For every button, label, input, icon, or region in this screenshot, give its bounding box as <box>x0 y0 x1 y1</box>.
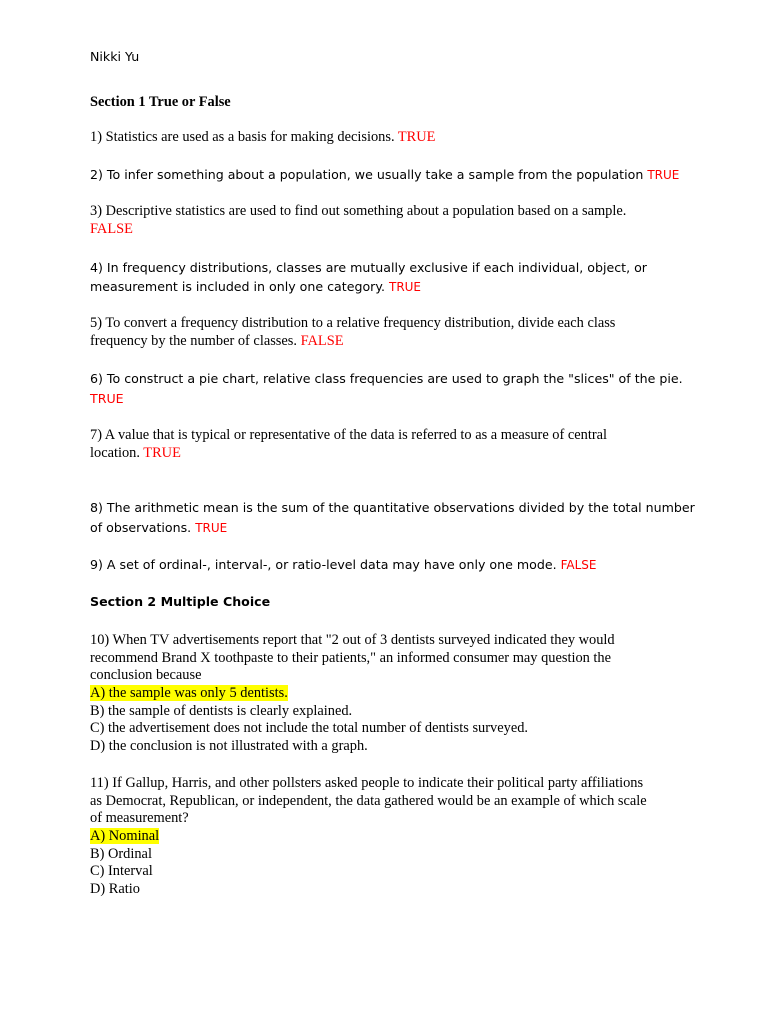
question-9-text: 9) A set of ordinal-, interval-, or ratio-level data may have only one mode. <box>90 557 561 572</box>
author-name: Nikki Yu <box>90 49 140 64</box>
question-7-line-2 <box>90 445 181 463</box>
question-11-option-a-highlight: A) Nominal <box>90 828 160 844</box>
question-11-option-d: D) Ratio <box>90 881 140 897</box>
question-11-option-a <box>90 828 159 846</box>
question-11-option-c: C) Interval <box>90 863 153 879</box>
question-10-line-1: 10) When TV advertisements report that "2 out of 3 dentists surveyed indicated they would <box>90 632 615 648</box>
question-9 <box>90 556 596 574</box>
question-8-line-2-text: of observations. <box>90 520 196 535</box>
question-7-answer: TRUE <box>143 445 181 461</box>
question-2-answer: TRUE <box>647 168 680 182</box>
question-7-line-1: 7) A value that is typical or representative of the data is referred to as a measure of central <box>90 427 608 443</box>
question-3-text: 3) Descriptive statistics are used to find out something about a population based on a sample. <box>90 203 627 219</box>
question-11-option-b: B) Ordinal <box>90 846 152 862</box>
question-10-line-2: recommend Brand X toothpaste to their patients," an informed consumer may question the <box>90 650 612 666</box>
section-1-title: Section 1 True or False <box>90 94 231 110</box>
question-11-line-1: 11) If Gallup, Harris, and other pollsters asked people to indicate their political party affiliations <box>90 775 644 791</box>
question-1-text: 1) Statistics are used as a basis for making decisions. <box>90 129 398 145</box>
question-1-answer: TRUE <box>397 129 436 145</box>
question-11-line-3: of measurement? <box>90 810 189 826</box>
question-9-answer: FALSE <box>560 558 597 572</box>
question-10-option-b: B) the sample of dentists is clearly explained. <box>90 703 353 719</box>
question-10-option-c: C) the advertisement does not include the total number of dentists surveyed. <box>90 720 529 736</box>
question-5-line-2-text: frequency by the number of classes. <box>90 333 301 349</box>
question-4-line-2 <box>90 278 421 296</box>
section-2-title: Section 2 Multiple Choice <box>90 594 271 609</box>
question-8-line-2 <box>90 519 227 537</box>
question-3-answer: FALSE <box>90 221 133 237</box>
question-10-line-3: conclusion because <box>90 667 202 683</box>
question-10-option-a-highlight: A) the sample was only 5 dentists. <box>90 685 288 701</box>
question-5-answer: FALSE <box>300 333 344 349</box>
question-2 <box>90 166 679 184</box>
question-8-answer: TRUE <box>195 521 228 535</box>
question-2-text: 2) To infer something about a population, we usually take a sample from the population <box>90 167 648 182</box>
question-11-line-2: as Democrat, Republican, or independent, the data gathered would be an example of which scale <box>90 793 647 809</box>
question-4-answer: TRUE <box>388 280 422 294</box>
question-6-text: 6) To construct a pie chart, relative class frequencies are used to graph the "slices" of the pie. <box>90 371 683 386</box>
question-1 <box>90 129 435 147</box>
question-6-answer: TRUE <box>90 391 124 406</box>
question-7-line-2-text: location. <box>90 445 144 461</box>
question-10-option-a <box>90 685 288 703</box>
question-10-option-d: D) the conclusion is not illustrated with a graph. <box>90 738 368 754</box>
question-4-line-2-text: measurement is included in only one category. <box>90 279 389 294</box>
question-8-line-1: 8) The arithmetic mean is the sum of the quantitative observations divided by the total number <box>90 500 695 515</box>
question-5-line-2 <box>90 333 344 351</box>
question-4-line-1: 4) In frequency distributions, classes are mutually exclusive if each individual, object, or <box>90 260 647 275</box>
question-5-line-1: 5) To convert a frequency distribution to a relative frequency distribution, divide each class <box>90 315 616 331</box>
